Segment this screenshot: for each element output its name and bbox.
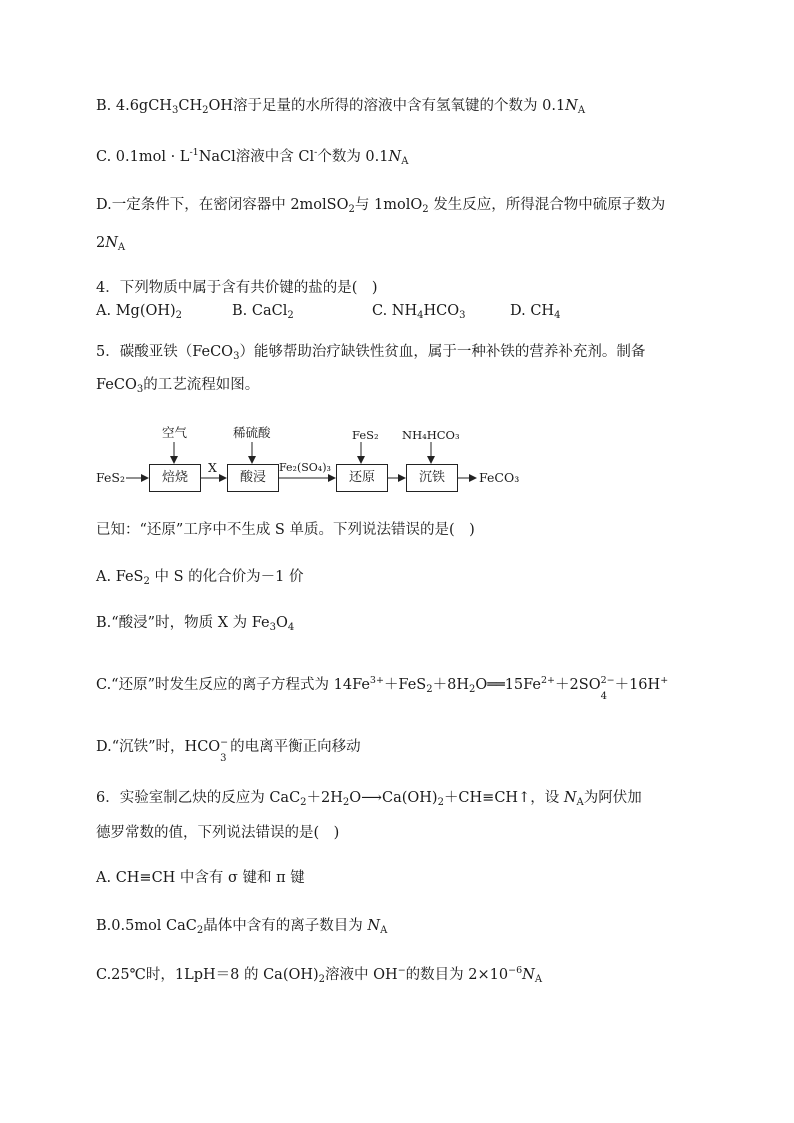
flow-reagent-acid: 稀硫酸 [233, 425, 271, 440]
process-flow-diagram [96, 418, 536, 504]
q6-stem-line1: 6．实验室制乙炔的反应为 $CaC_2+2H_2O⟶Ca(OH)_2+CH\equiv CH↑$，设 $N_A$为阿伏加 [96, 790, 642, 808]
q6-option-b: B.0.5mol CaC$_2$晶体中含有的离子数目为 $N_A$ [96, 918, 388, 936]
q4-option-a: A. $Mg(OH)_2$ [96, 303, 183, 321]
flow-link-x: X [208, 460, 217, 475]
flow-reagent-fes2: FeS₂ [352, 428, 379, 442]
q5-option-c: C.“还原”时发生反应的离子方程式为 $14Fe^{3+}+FeS_2+8H_2O══15Fe^{2+}+2SO$ 2− 4 ＋16H+ [96, 675, 669, 702]
q5-stem-line2: FeCO$_3$的工艺流程如图。 [96, 377, 260, 395]
flow-step-reduce: 还原 [336, 464, 388, 492]
q6-option-a: A. CH≡CH 中含有 σ 键和 π 键 [96, 870, 305, 886]
q3-option-c: C. $0.1mol \cdot L^{-1}NaCl$溶液中含 Cl-个数为 $0.1N_A$ [96, 147, 409, 167]
flow-step-acid-leach: 酸浸 [227, 464, 279, 492]
q3-option-d-line1: D.一定条件下，在密闭容器中 2molSO$_2$与 1molO$_2$ 发生反应，所得混合物中硫原子数为 [96, 197, 666, 215]
q3-option-b: B. $4.6gCH_3CH_2OH$溶于足量的水所得的溶液中含有氢氧键的个数为 $0.1N_A$ [96, 98, 586, 116]
q5-known: 已知：“还原”工序中不生成 S 单质。下列说法错误的是( ) [96, 522, 475, 538]
flow-reagent-air: 空气 [162, 425, 188, 440]
hco3-charge-stack: − 3 [220, 737, 229, 764]
q4-option-b: B. CaCl$_2$ [232, 303, 294, 321]
q6-stem-line2: 德罗常数的值，下列说法错误的是( ) [96, 825, 340, 841]
q4-option-d: D. $CH_4$ [510, 303, 561, 321]
flow-link-fe2so43: Fe₂(SO₄)₃ [279, 461, 331, 474]
q4-options [96, 301, 560, 321]
q5-option-b: B.“酸浸”时，物质 X 为 $Fe_3O_4$ [96, 615, 295, 633]
q4-option-c: C. $NH_4HCO_3$ [372, 303, 466, 321]
flow-output: FeCO₃ [479, 470, 520, 485]
q5-option-d: D.“沉铁”时，HCO − 3 的电离平衡正向移动 [96, 737, 361, 764]
q5-stem-line1: 5．碳酸亚铁（FeCO$_3$）能够帮助治疗缺铁性贫血，属于一种补铁的营养补充剂。制备 [96, 344, 646, 362]
q6-option-c: C.25℃时，1LpH＝8 的 $Ca(OH)_2$溶液中 OH−的数目为 $2\times 10^{-6}N_A$ [96, 965, 543, 985]
flow-input: FeS₂ [96, 470, 125, 485]
q5-option-a: A. FeS$_2$ 中 S 的化合价为－1 价 [96, 569, 304, 587]
q3-option-d-line2: $2N_A$ [96, 235, 126, 253]
flow-step-precipitate: 沉铁 [406, 464, 458, 492]
flow-reagent-nh4hco3: NH₄HCO₃ [402, 428, 460, 442]
so4-charge-stack: 2− 4 [600, 675, 615, 702]
q4-stem: 4．下列物质中属于含有共价键的盐的是( ) [96, 280, 378, 296]
flow-step-roast: 焙烧 [149, 464, 201, 492]
